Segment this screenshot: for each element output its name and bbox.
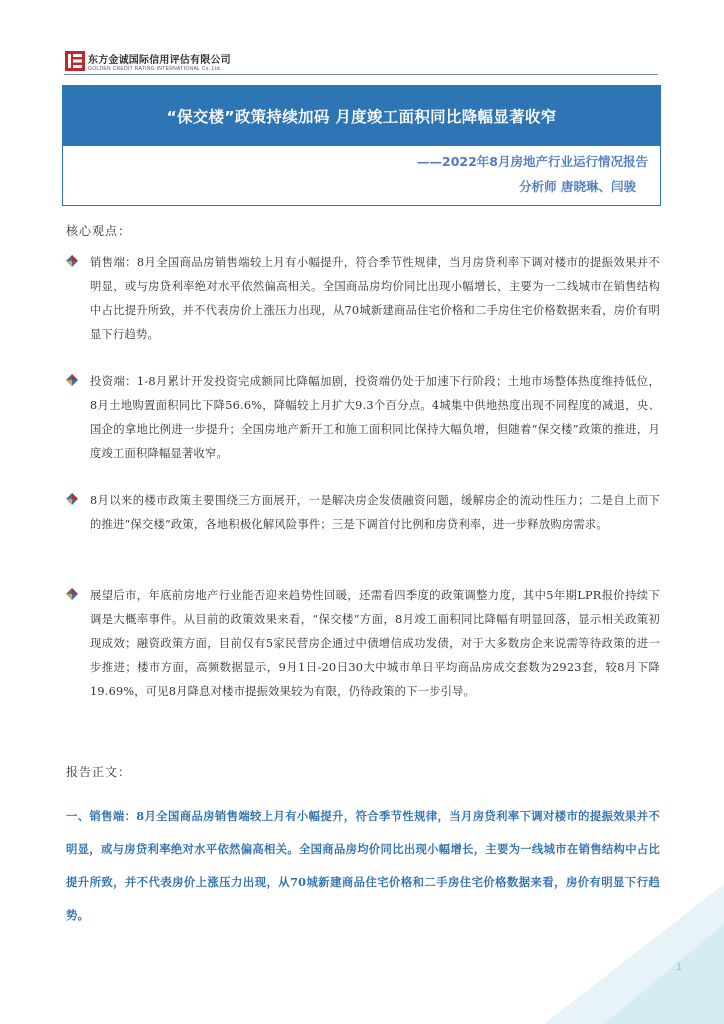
diamond-bullet-icon (66, 255, 78, 267)
title-box (62, 85, 661, 206)
company-logo-icon (64, 50, 86, 72)
body-paragraph: 一、销售端：8月全国商品房销售端较上月有小幅提升，符合季节性规律，当月房贷利率下调对楼市的提振效果并不明显，或与房贷利率绝对水平依然偏高相关。全国商品房均价同比出现小幅增长，主要为一线城市在销售结构中占比提升所致，并不代表房价上涨压力出现，从70城新建商品住宅价格和二手房住宅价格数据来看，房价有明显下行趋势。 (66, 809, 660, 922)
diamond-bullet-icon (66, 374, 78, 386)
bullet-item (66, 370, 660, 466)
corner-decoration (544, 884, 724, 1024)
report-title: “保交楼”政策持续加码 月度竣工面积同比降幅显著收窄 (166, 108, 557, 126)
bullet-text: 投资端：1-8月累计开发投资完成额同比降幅加剧，投资端仍处于加速下行阶段；土地市场整体热度维持低位， 8月土地购置面积同比下降56.6%，降幅较上月扩大9.3个百分点。4城集中供地热度出现不同程度的减退，央、国企的拿地比例进一步提升；全国房地产新开工和施工面积同比保持大幅负增，但随着“保交楼”政策的推进，月度竣工面积降幅显著收窄。 (90, 375, 660, 460)
header-divider (64, 74, 658, 75)
bullet-text: 展望后市，年底前房地产行业能否迎来趋势性回暖，还需看四季度的政策调整力度，其中5年期LPR报价持续下调是大概率事件。从目前的政策效果来看，“保交楼”方面，8月竣工面积同比降幅有明显回落，显示相关政策初现成效；融资政策方面，目前仅有5家民营房企通过中债增信成功发债，对于大多数房企来说需等待政策的进一步推进；楼市方面，高频数据显示，9月1日-20日30大中城市单日平均商品房成交套数为2923套，较8月下降19.69%，可见8月降息对楼市提振效果较为有限，仍待政策的下一步引导。 (90, 589, 660, 698)
diamond-bullet-icon (66, 588, 78, 600)
page-number: 1 (676, 961, 683, 973)
bullet-text: 销售端：8月全国商品房销售端较上月有小幅提升，符合季节性规律，当月房贷利率下调对楼市的提振效果并不明显，或与房贷利率绝对水平依然偏高相关。全国商品房均价同比出现小幅增长，主要为一二线城市在销售结构中占比提升所致，并不代表房价上涨压力出现，从70城新建商品住宅价格和二手房住宅价格数据来看，房价有明显下行趋势。 (90, 256, 660, 341)
analyst-line: 分析师 唐晓琳、闫骏 (519, 179, 636, 194)
bullet-item (66, 584, 660, 704)
bullet-item (66, 489, 660, 537)
core-views-heading: 核心观点： (66, 224, 132, 238)
company-name-en: GOLDEN CREDIT RATING INTERNATIONAL Co.,Ltd. (88, 66, 222, 72)
report-body-heading: 报告正文： (66, 765, 132, 779)
bullet-item (66, 251, 660, 347)
title-bar (63, 86, 660, 146)
report-subtitle: ——2022年8月房地产行业运行情况报告 (417, 154, 648, 169)
bullet-text: 8月以来的楼市政策主要围绕三方面展开，一是解决房企发债融资问题，缓解房企的流动性压力；二是自上而下的推进“保交楼”政策，各地积极化解风险事件；三是下调首付比例和房贷利率，进一步释放购房需求。 (90, 494, 660, 531)
company-name: 东方金诚国际信用评估有限公司 (88, 55, 231, 66)
page-header (64, 44, 664, 76)
diamond-bullet-icon (66, 493, 78, 505)
